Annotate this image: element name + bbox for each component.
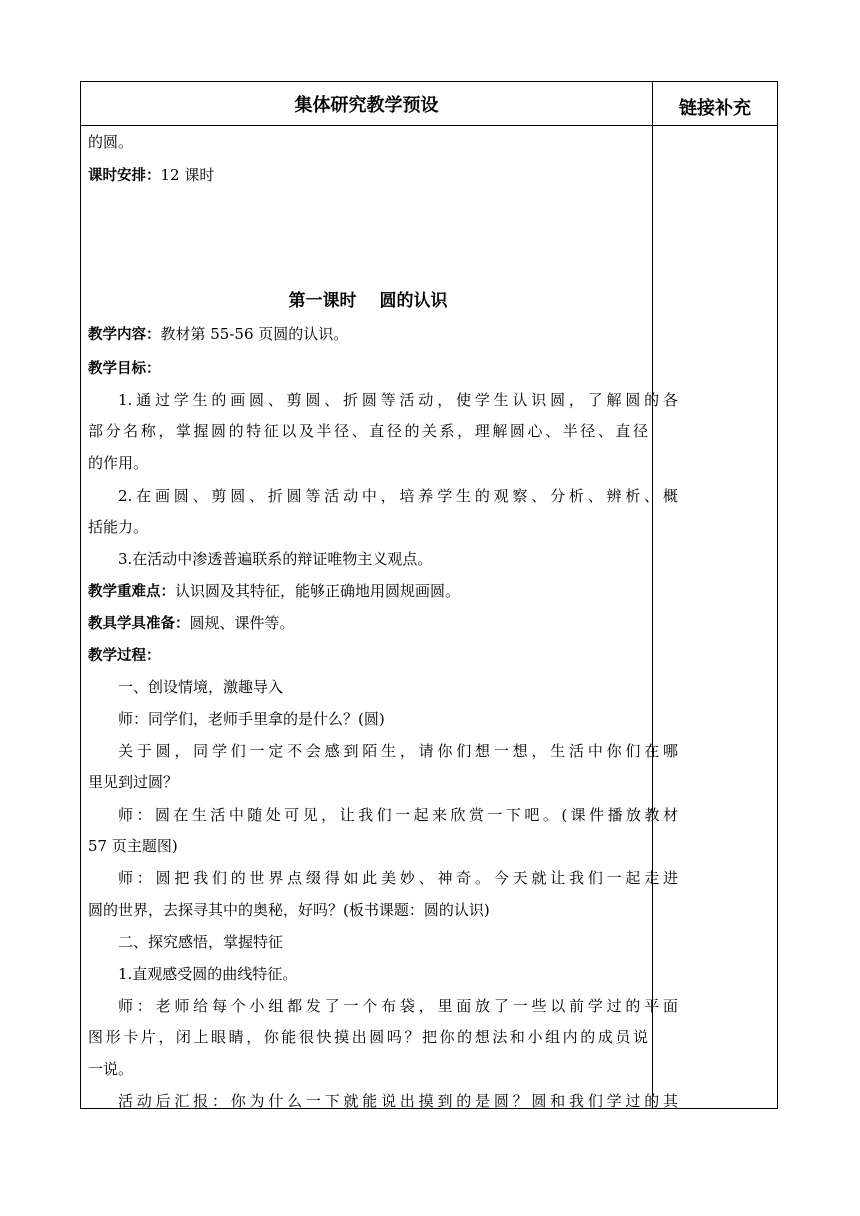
text-line: 一说。 [88,1060,134,1078]
text-line: 师：圆在生活中随处可见，让我们一起来欣赏一下吧。(课件播放教材 [118,806,678,824]
text-line: 括能力。 [88,518,149,536]
text-line: 3.在活动中渗透普遍联系的辩证唯物主义观点。 [118,550,433,568]
text-line: 二、探究感悟，掌握特征 [118,933,284,951]
text-line: 图形卡片，闭上眼睛，你能很快摸出圆吗？把你的想法和小组内的成员说 [88,1028,648,1046]
tools-label: 教具学具准备： [88,616,190,632]
process-line [88,645,648,666]
text-line: 的作用。 [88,454,149,472]
text-line: 师：圆把我们的世界点缀得如此美妙、神奇。今天就让我们一起走进 [118,869,678,887]
text-line: 2.在画圆、剪圆、折圆等活动中，培养学生的观察、分析、辨析、概 [118,487,678,505]
text-line: 活动后汇报：你为什么一下就能说出摸到的是圆？圆和我们学过的其 [118,1092,678,1110]
objectives-label: 教学目标： [88,361,161,377]
process-label: 教学过程： [88,648,161,664]
schedule-label: 课时安排： [88,168,161,184]
header-main: 集体研究教学预设 [294,94,439,116]
text-line: 57 页主题图) [88,837,178,855]
text-line: 关于圆，同学们一定不会感到陌生，请你们想一想，生活中你们在哪 [118,742,678,760]
header-side: 链接补充 [679,97,751,119]
tools-line [88,613,648,634]
difficulty-text: 认识圆及其特征，能够正确地用圆规画圆。 [175,582,461,600]
text-line: 师：同学们，老师手里拿的是什么？(圆) [118,710,385,728]
objectives-line [88,358,648,379]
text-line: 1.通过学生的画圆、剪圆、折圆等活动，使学生认识圆，了解圆的各 [118,391,678,409]
text-line: 里见到过圆？ [88,773,179,791]
difficulty-line [88,581,648,602]
content-text: 教材第 55-56 页圆的认识。 [160,325,349,343]
text-line: 师：老师给每个小组都发了一个布袋，里面放了一些以前学过的平面 [118,997,678,1015]
text-line: 圆的世界，去探寻其中的奥秘，好吗？(板书课题：圆的认识) [88,901,490,919]
lesson-title: 第一课时 圆的认识 [288,291,448,311]
text-line: 部分名称，掌握圆的特征以及半径、直径的关系，理解圆心、半径、直径 [88,422,648,440]
column-divider [652,82,653,1108]
header-divider [81,125,777,126]
difficulty-label: 教学重难点： [88,584,175,600]
content-line [88,324,648,345]
text-line: 1.直观感受圆的曲线特征。 [118,965,298,983]
text-line: 的圆。 [88,133,134,151]
content-label: 教学内容： [88,327,161,343]
schedule-text: 12 课时 [160,166,215,184]
schedule-line [88,165,648,186]
tools-text: 圆规、课件等。 [189,614,295,632]
text-line: 一、创设情境，激趣导入 [118,678,284,696]
